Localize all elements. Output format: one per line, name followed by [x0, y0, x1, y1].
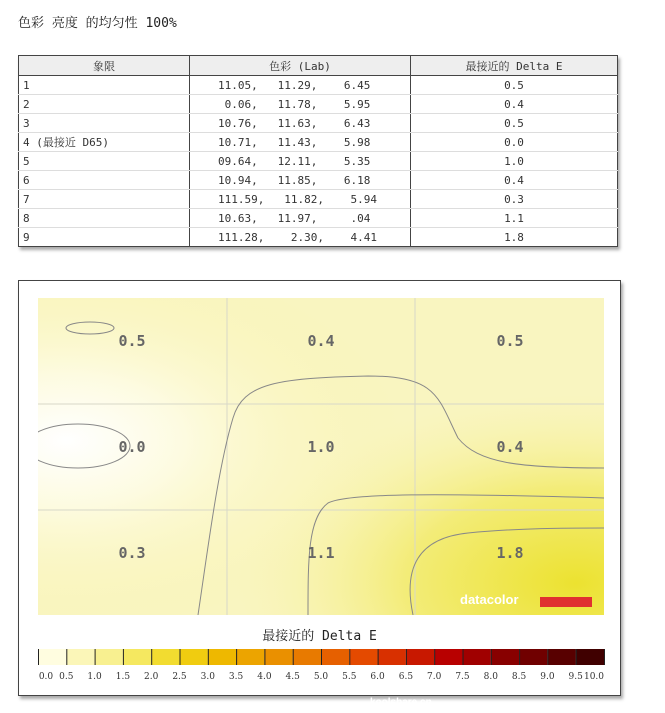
- cell-delta-e: 0.5: [411, 76, 618, 95]
- legend-swatch: [547, 649, 575, 665]
- cell-quadrant: 2: [19, 95, 190, 114]
- cell-value: 0.4: [496, 438, 524, 456]
- legend-tick-label: 4.0: [257, 672, 272, 682]
- legend-tick-label: 1.5: [115, 672, 131, 682]
- datacolor-logo: datacolor: [460, 592, 519, 607]
- site-watermark: koolshare.cn: [370, 697, 432, 708]
- legend-swatch: [264, 649, 292, 665]
- legend-swatch: [491, 649, 519, 665]
- legend-tick-label: 7.5: [455, 672, 470, 682]
- cell-value: 1.1: [307, 544, 335, 562]
- cell-lab: 11.05, 11.29, 6.45: [190, 76, 411, 95]
- legend-swatch: [208, 649, 236, 665]
- cell-value: 1.8: [496, 544, 524, 562]
- cell-value: 0.3: [118, 544, 146, 562]
- col-lab: 色彩 (Lab): [190, 56, 411, 76]
- table-row: [19, 209, 618, 228]
- legend-tick-label: 4.5: [285, 672, 300, 682]
- legend-tick-label: 3.5: [228, 672, 244, 682]
- legend-swatch: [180, 649, 208, 665]
- legend-tick-label: 0.5: [59, 672, 74, 682]
- cell-lab: 111.28, 2.30, 4.41: [190, 228, 411, 247]
- cell-lab: 0.06, 11.78, 5.95: [190, 95, 411, 114]
- legend-tick-label: 5.5: [342, 672, 357, 682]
- cell-quadrant: 1: [19, 76, 190, 95]
- cell-lab: 111.59, 11.82, 5.94: [190, 190, 411, 209]
- legend-swatch: [576, 649, 604, 665]
- datacolor-logo-bar: [540, 597, 592, 607]
- table-row: [19, 190, 618, 209]
- cell-delta-e: 0.5: [411, 114, 618, 133]
- legend-swatch: [293, 649, 321, 665]
- legend-tick-label: 8.5: [511, 672, 527, 682]
- cell-delta-e: 1.8: [411, 228, 618, 247]
- page-title: 色彩 亮度 的均匀性 100%: [18, 16, 177, 31]
- cell-quadrant: 6: [19, 171, 190, 190]
- cell-value: 0.4: [307, 332, 335, 350]
- legend-tick-label: 9.5: [568, 672, 583, 682]
- color-legend: [38, 647, 608, 687]
- table-row: [19, 152, 618, 171]
- cell-lab: 09.64, 12.11, 5.35: [190, 152, 411, 171]
- cell-delta-e: 1.1: [411, 209, 618, 228]
- cell-delta-e: 0.4: [411, 171, 618, 190]
- table-row: [19, 95, 618, 114]
- table-row: [19, 76, 618, 95]
- legend-tick-label: 1.0: [87, 672, 102, 682]
- legend-tick-label: 8.0: [483, 672, 498, 682]
- heatmap: [38, 298, 604, 615]
- legend-swatch: [378, 649, 406, 665]
- legend-swatch: [95, 649, 123, 665]
- cell-value: 1.0: [307, 438, 335, 456]
- cell-delta-e: 0.3: [411, 190, 618, 209]
- legend-tick-label: 10.0: [583, 672, 605, 682]
- lab-table: [18, 55, 618, 247]
- legend-swatch: [38, 649, 66, 665]
- col-quadrant: 象限: [19, 56, 190, 76]
- cell-quadrant: 4 (最接近 D65): [19, 133, 190, 152]
- cell-quadrant: 3: [19, 114, 190, 133]
- legend-swatch: [434, 649, 462, 665]
- cell-value: 0.0: [118, 438, 146, 456]
- legend-tick-label: 9.0: [540, 672, 555, 682]
- cell-delta-e: 0.0: [411, 133, 618, 152]
- cell-lab: 10.94, 11.85, 6.18: [190, 171, 411, 190]
- table-row: [19, 228, 618, 247]
- cell-quadrant: 5: [19, 152, 190, 171]
- cell-value: 0.5: [118, 332, 146, 350]
- cell-lab: 10.71, 11.43, 5.98: [190, 133, 411, 152]
- cell-delta-e: 1.0: [411, 152, 618, 171]
- table-row: [19, 114, 618, 133]
- table-row: [19, 133, 618, 152]
- cell-delta-e: 0.4: [411, 95, 618, 114]
- legend-tick-label: 6.5: [398, 672, 414, 682]
- cell-quadrant: 8: [19, 209, 190, 228]
- legend-tick-label: 2.5: [172, 672, 187, 682]
- legend-tick-label: 0.0: [38, 672, 54, 682]
- legend-swatch: [151, 649, 179, 665]
- cell-lab: 10.63, 11.97, .04: [190, 209, 411, 228]
- legend-swatch: [123, 649, 151, 665]
- legend-tick-label: 2.0: [144, 672, 159, 682]
- legend-swatch: [236, 649, 264, 665]
- legend-swatch: [463, 649, 491, 665]
- legend-swatch: [519, 649, 547, 665]
- cell-lab: 10.76, 11.63, 6.43: [190, 114, 411, 133]
- cell-value: 0.5: [496, 332, 524, 350]
- legend-tick-label: 6.0: [370, 672, 385, 682]
- legend-swatch: [66, 649, 94, 665]
- legend-title: 最接近的 Delta E: [262, 629, 377, 644]
- table-row: [19, 171, 618, 190]
- legend-swatch: [349, 649, 377, 665]
- legend-tick-label: 5.0: [313, 672, 329, 682]
- legend-swatch: [321, 649, 349, 665]
- cell-quadrant: 7: [19, 190, 190, 209]
- legend-tick-label: 3.0: [200, 672, 215, 682]
- cell-quadrant: 9: [19, 228, 190, 247]
- col-delta-e: 最接近的 Delta E: [411, 56, 618, 76]
- koolshare-watermark: KOOL SHARE: [440, 610, 613, 640]
- legend-tick-label: 7.0: [427, 672, 442, 682]
- legend-swatch: [406, 649, 434, 665]
